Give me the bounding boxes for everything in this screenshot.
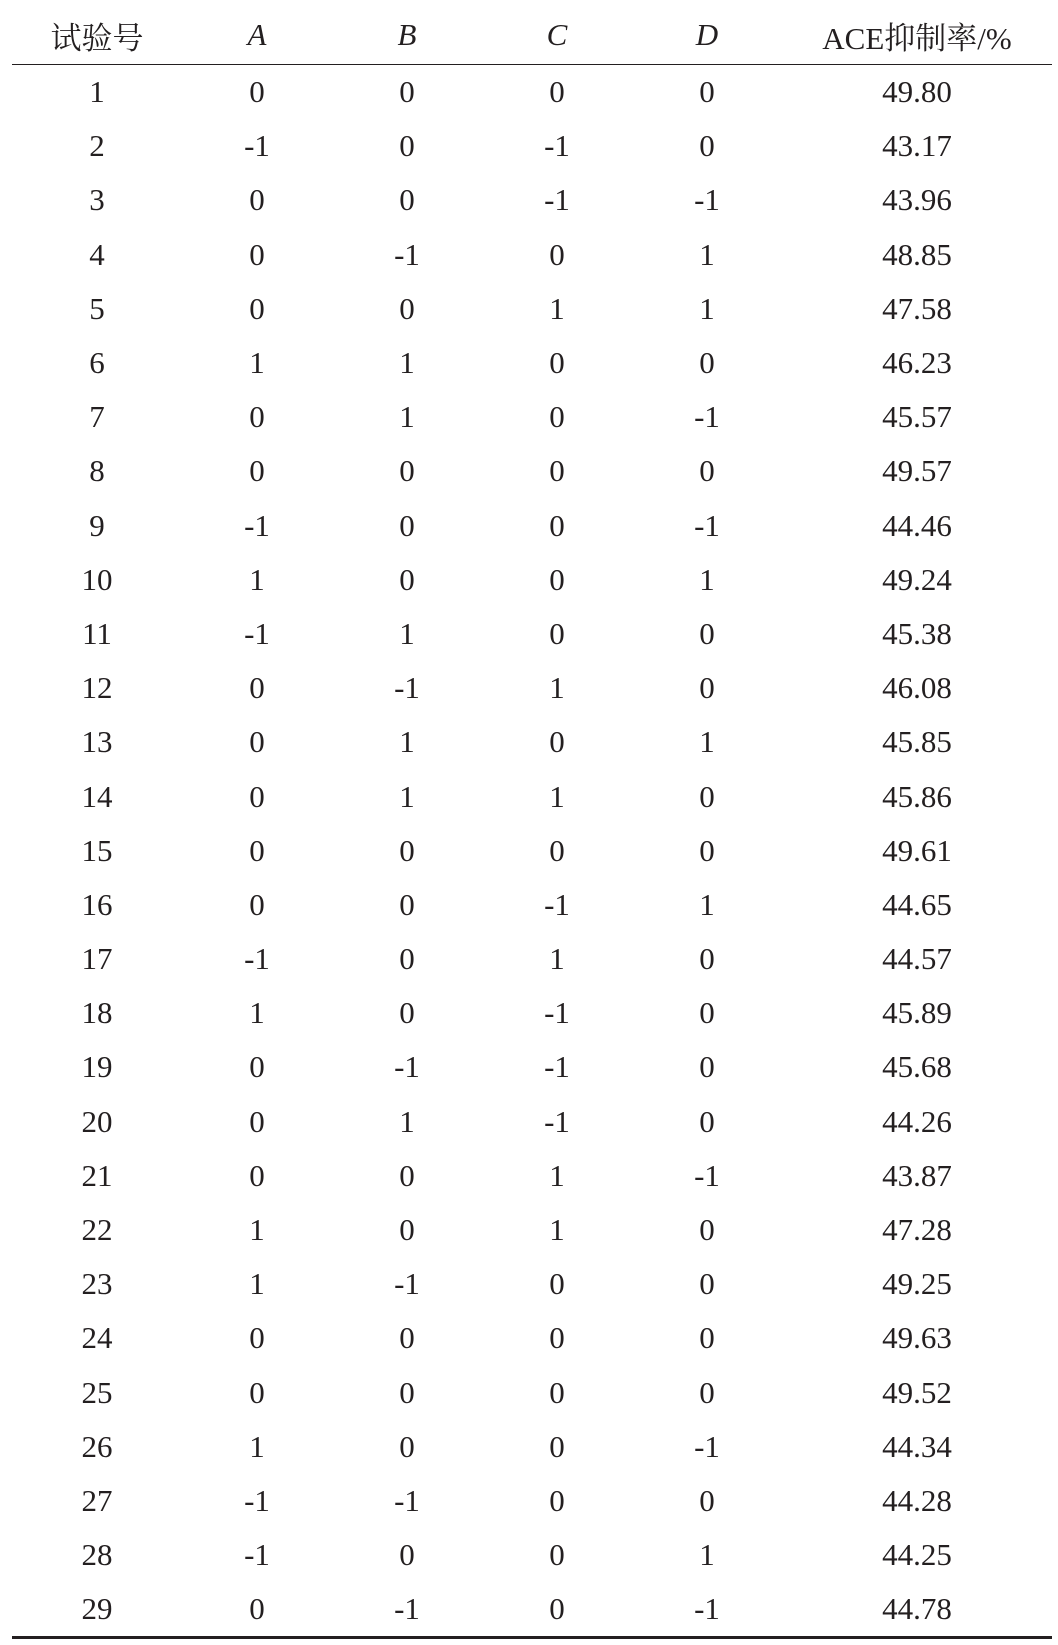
cell-factor-a: 1 [249,1428,265,1464]
cell-ace-inhibition-rate: 45.38 [882,615,952,651]
cell-factor-a: 1 [249,1266,265,1302]
cell-factor-d: 0 [699,345,715,381]
table-row [12,1420,1052,1474]
cell-factor-c: 0 [549,832,565,868]
cell-factor-d: 1 [699,290,715,326]
cell-trial-number: 14 [81,778,113,814]
cell-factor-b: -1 [394,1482,420,1518]
cell-trial-number: 5 [89,290,105,326]
cell-factor-d: 1 [699,886,715,922]
cell-factor-c: 1 [549,941,565,977]
cell-trial-number: 16 [81,886,113,922]
table-row [12,444,1052,498]
cell-factor-a: 0 [249,1320,265,1356]
cell-factor-d: 0 [699,128,715,164]
cell-factor-c: 0 [549,1537,565,1573]
cell-ace-inhibition-rate: 43.96 [882,182,952,218]
cell-trial-number: 26 [81,1428,113,1464]
cell-factor-a: 0 [249,399,265,435]
cell-factor-d: -1 [694,1428,720,1464]
cell-trial-number: 3 [89,182,105,218]
cell-factor-c: 0 [549,615,565,651]
cell-factor-b: 1 [399,1103,415,1139]
cell-factor-b: 0 [399,886,415,922]
cell-trial-number: 2 [89,128,105,164]
cell-factor-c: -1 [544,1103,570,1139]
table-row [12,1203,1052,1257]
cell-ace-inhibition-rate: 44.28 [882,1482,952,1518]
cell-factor-c: 0 [549,1428,565,1464]
cell-factor-b: 1 [399,399,415,435]
cell-factor-d: 0 [699,1320,715,1356]
cell-factor-d: 0 [699,615,715,651]
table-row [12,553,1052,607]
cell-factor-c: 0 [549,1266,565,1302]
cell-factor-d: 0 [699,1103,715,1139]
cell-factor-a: 0 [249,290,265,326]
table-row [12,986,1052,1040]
cell-factor-c: 0 [482,1582,632,1638]
cell-trial-number: 29 [12,1582,182,1638]
header-trial-number: 试验号 [12,6,182,65]
cell-factor-d: 0 [699,941,715,977]
cell-trial-number: 22 [81,1212,113,1248]
cell-trial-number: 4 [89,236,105,272]
cell-factor-a: 0 [249,1103,265,1139]
cell-factor-d: -1 [694,399,720,435]
cell-ace-inhibition-rate: 45.86 [882,778,952,814]
cell-factor-a: -1 [244,128,270,164]
cell-trial-number: 7 [89,399,105,435]
table-row [12,119,1052,173]
cell-factor-a: 1 [249,561,265,597]
table-row [12,1474,1052,1528]
table-row [12,1528,1052,1582]
cell-factor-c: 0 [549,561,565,597]
cell-factor-b: -1 [394,236,420,272]
cell-factor-d: -1 [694,1157,720,1193]
header-factor-d: D [632,6,782,65]
table-row [12,661,1052,715]
cell-factor-b: 0 [399,832,415,868]
cell-factor-c: 0 [549,399,565,435]
cell-trial-number: 9 [89,507,105,543]
cell-factor-c: 0 [549,236,565,272]
cell-trial-number: 27 [81,1482,113,1518]
cell-factor-c: -1 [544,886,570,922]
table-row [12,824,1052,878]
cell-ace-inhibition-rate: 44.26 [882,1103,952,1139]
cell-factor-d: 0 [699,995,715,1031]
cell-factor-c: 0 [549,1320,565,1356]
cell-factor-a: 0 [249,724,265,760]
cell-factor-b: 0 [399,1320,415,1356]
cell-factor-a: 0 [249,1374,265,1410]
cell-factor-c: 0 [549,453,565,489]
table-row [12,769,1052,823]
cell-ace-inhibition-rate: 47.58 [882,290,952,326]
cell-ace-inhibition-rate: 47.28 [882,1212,952,1248]
cell-factor-b: 0 [399,453,415,489]
cell-factor-d: 1 [699,724,715,760]
cell-factor-d: 0 [699,1374,715,1410]
cell-factor-a: 0 [249,886,265,922]
cell-factor-c: 0 [549,74,565,110]
cell-trial-number: 24 [81,1320,113,1356]
cell-trial-number: 15 [81,832,113,868]
cell-factor-a: 0 [249,182,265,218]
cell-factor-b: -1 [332,1582,482,1638]
cell-factor-d: 1 [699,1537,715,1573]
cell-ace-inhibition-rate: 49.80 [882,74,952,110]
cell-factor-b: 0 [399,561,415,597]
cell-ace-inhibition-rate: 49.61 [882,832,952,868]
cell-trial-number: 20 [81,1103,113,1139]
table-header [12,6,1052,65]
table-row [12,932,1052,986]
cell-factor-a: -1 [244,941,270,977]
cell-factor-b: -1 [394,670,420,706]
cell-factor-a: 0 [249,74,265,110]
table-row [12,336,1052,390]
cell-factor-b: -1 [394,1049,420,1085]
cell-trial-number: 17 [81,941,113,977]
cell-trial-number: 8 [89,453,105,489]
cell-factor-c: 1 [549,670,565,706]
table-row [12,878,1052,932]
cell-factor-d: 0 [699,832,715,868]
cell-ace-inhibition-rate: 46.23 [882,345,952,381]
cell-factor-c: -1 [544,1049,570,1085]
header-ace-inhibition-rate: ACE抑制率/% [782,6,1052,65]
cell-factor-b: 0 [399,507,415,543]
cell-ace-inhibition-rate: 44.65 [882,886,952,922]
cell-ace-inhibition-rate: 44.57 [882,941,952,977]
table-row [12,282,1052,336]
table-row [12,1257,1052,1311]
table-row [12,1582,1052,1638]
cell-ace-inhibition-rate: 44.25 [882,1537,952,1573]
cell-trial-number: 13 [81,724,113,760]
cell-factor-d: -1 [632,1582,782,1638]
cell-factor-c: -1 [544,995,570,1031]
cell-factor-d: 0 [699,74,715,110]
cell-ace-inhibition-rate: 45.89 [882,995,952,1031]
cell-factor-c: 0 [549,724,565,760]
table-row [12,499,1052,553]
cell-ace-inhibition-rate: 49.52 [882,1374,952,1410]
table-row [12,228,1052,282]
cell-trial-number: 11 [82,615,112,651]
cell-trial-number: 18 [81,995,113,1031]
cell-ace-inhibition-rate: 43.87 [882,1157,952,1193]
cell-factor-a: 1 [249,995,265,1031]
cell-factor-c: 0 [549,345,565,381]
cell-factor-a: 0 [249,1157,265,1193]
cell-factor-b: 0 [399,1374,415,1410]
cell-factor-b: 1 [399,724,415,760]
cell-trial-number: 19 [81,1049,113,1085]
results-table [12,6,1052,1639]
cell-factor-c: 1 [549,1157,565,1193]
cell-ace-inhibition-rate: 46.08 [882,670,952,706]
cell-factor-b: 0 [399,1157,415,1193]
cell-factor-c: 1 [549,290,565,326]
cell-trial-number: 21 [81,1157,113,1193]
cell-factor-b: -1 [394,1266,420,1302]
table-row [12,1311,1052,1365]
cell-ace-inhibition-rate: 45.57 [882,399,952,435]
cell-factor-d: 1 [699,236,715,272]
cell-trial-number: 28 [81,1537,113,1573]
cell-factor-a: -1 [244,1537,270,1573]
cell-factor-a: -1 [244,615,270,651]
cell-ace-inhibition-rate: 44.78 [782,1582,1052,1638]
cell-factor-c: -1 [544,182,570,218]
cell-factor-a: 0 [249,778,265,814]
cell-ace-inhibition-rate: 49.24 [882,561,952,597]
cell-factor-a: 0 [249,236,265,272]
cell-ace-inhibition-rate: 49.57 [882,453,952,489]
cell-ace-inhibition-rate: 44.46 [882,507,952,543]
cell-factor-c: 1 [549,778,565,814]
cell-ace-inhibition-rate: 45.68 [882,1049,952,1085]
cell-factor-a: 0 [249,453,265,489]
cell-factor-a: 0 [249,832,265,868]
cell-factor-b: 1 [399,778,415,814]
cell-factor-b: 0 [399,128,415,164]
table-row [12,1040,1052,1094]
cell-trial-number: 1 [89,74,105,110]
cell-ace-inhibition-rate: 43.17 [882,128,952,164]
cell-factor-c: -1 [544,128,570,164]
cell-factor-d: 0 [699,778,715,814]
cell-factor-d: 0 [699,1212,715,1248]
header-row [12,6,1052,65]
cell-factor-d: 1 [699,561,715,597]
table-row [12,173,1052,227]
cell-factor-c: 1 [549,1212,565,1248]
cell-trial-number: 10 [81,561,113,597]
cell-factor-d: -1 [694,507,720,543]
cell-factor-b: 0 [399,1428,415,1464]
cell-factor-a: 0 [249,1049,265,1085]
cell-factor-d: 0 [699,670,715,706]
cell-factor-a: 0 [182,1582,332,1638]
table-row [12,1095,1052,1149]
cell-trial-number: 23 [81,1266,113,1302]
cell-ace-inhibition-rate: 48.85 [882,236,952,272]
cell-factor-d: -1 [694,182,720,218]
cell-factor-b: 0 [399,1212,415,1248]
cell-ace-inhibition-rate: 49.63 [882,1320,952,1356]
cell-factor-b: 1 [399,615,415,651]
cell-factor-b: 0 [399,995,415,1031]
table-row [12,607,1052,661]
cell-factor-d: 0 [699,1266,715,1302]
table-row [12,715,1052,769]
cell-factor-c: 0 [549,1374,565,1410]
table-body [12,65,1052,1638]
cell-factor-b: 0 [399,182,415,218]
cell-ace-inhibition-rate: 44.34 [882,1428,952,1464]
cell-factor-a: -1 [244,507,270,543]
header-factor-c: C [482,6,632,65]
cell-factor-a: 1 [249,345,265,381]
results-table-container [12,6,1052,1639]
cell-factor-b: 0 [399,290,415,326]
table-row [12,65,1052,120]
cell-factor-a: 1 [249,1212,265,1248]
cell-factor-d: 0 [699,1482,715,1518]
table-row [12,390,1052,444]
cell-trial-number: 12 [81,670,113,706]
cell-factor-d: 0 [699,453,715,489]
header-factor-a: A [182,6,332,65]
header-factor-b: B [332,6,482,65]
cell-ace-inhibition-rate: 49.25 [882,1266,952,1302]
cell-factor-a: -1 [244,1482,270,1518]
cell-factor-b: 0 [399,941,415,977]
cell-trial-number: 25 [81,1374,113,1410]
table-row [12,1366,1052,1420]
cell-factor-b: 0 [399,1537,415,1573]
cell-factor-a: 0 [249,670,265,706]
cell-factor-c: 0 [549,1482,565,1518]
cell-factor-d: 0 [699,1049,715,1085]
cell-ace-inhibition-rate: 45.85 [882,724,952,760]
cell-factor-b: 0 [399,74,415,110]
cell-factor-c: 0 [549,507,565,543]
cell-factor-b: 1 [399,345,415,381]
table-row [12,1149,1052,1203]
cell-trial-number: 6 [89,345,105,381]
